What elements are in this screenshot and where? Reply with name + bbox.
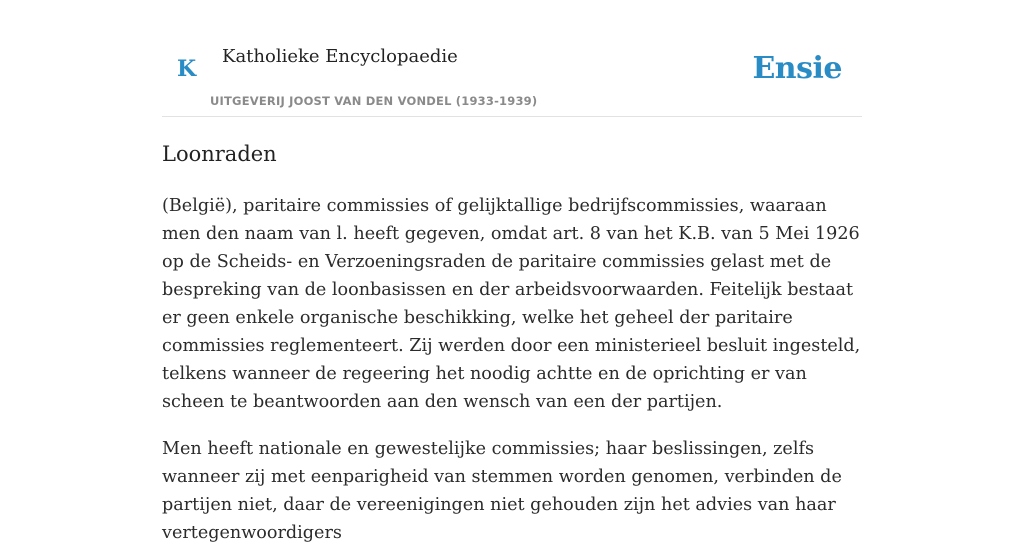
article-paragraph: Men heeft nationale en gewestelijke commissies; haar beslissingen, zelfs wanneer zij met eenparigheid van stemmen worden genomen, verbinden de partijen niet, daar de vereenigingen niet gehouden zijn het advies van haar vertegenwoordigers	[162, 439, 842, 543]
publisher-subtitle: UITGEVERIJ JOOST VAN DEN VONDEL (1933-1939)	[210, 94, 538, 108]
site-title: Katholieke Encyclopaedie	[222, 46, 458, 67]
article-title: Loonraden	[162, 142, 277, 166]
encyclopedia-logo-link[interactable]: K	[177, 56, 197, 82]
site-header	[162, 0, 862, 117]
ensie-logo-link[interactable]: Ensie	[752, 51, 842, 86]
article	[162, 140, 862, 547]
article-paragraph: (België), paritaire commissies of gelijktallige bedrijfscommissies, waaraan men den naam van l. heeft gegeven, omdat art. 8 van het K.B. van 5 Mei 1926 op de Scheids- en Verzoeningsraden de paritaire commissies gelast met de bespreking van de loonbasissen en der arbeidsvoorwaarden. Feitelijk bestaat er geen enkele organische beschikking, welke het geheel der paritaire commissies reglementeert. Zij werden door een ministerieel besluit ingesteld, telkens wanneer de regeering het noodig achtte en de oprichting er van scheen te beantwoorden aan den wensch van een der partijen.	[162, 196, 861, 412]
